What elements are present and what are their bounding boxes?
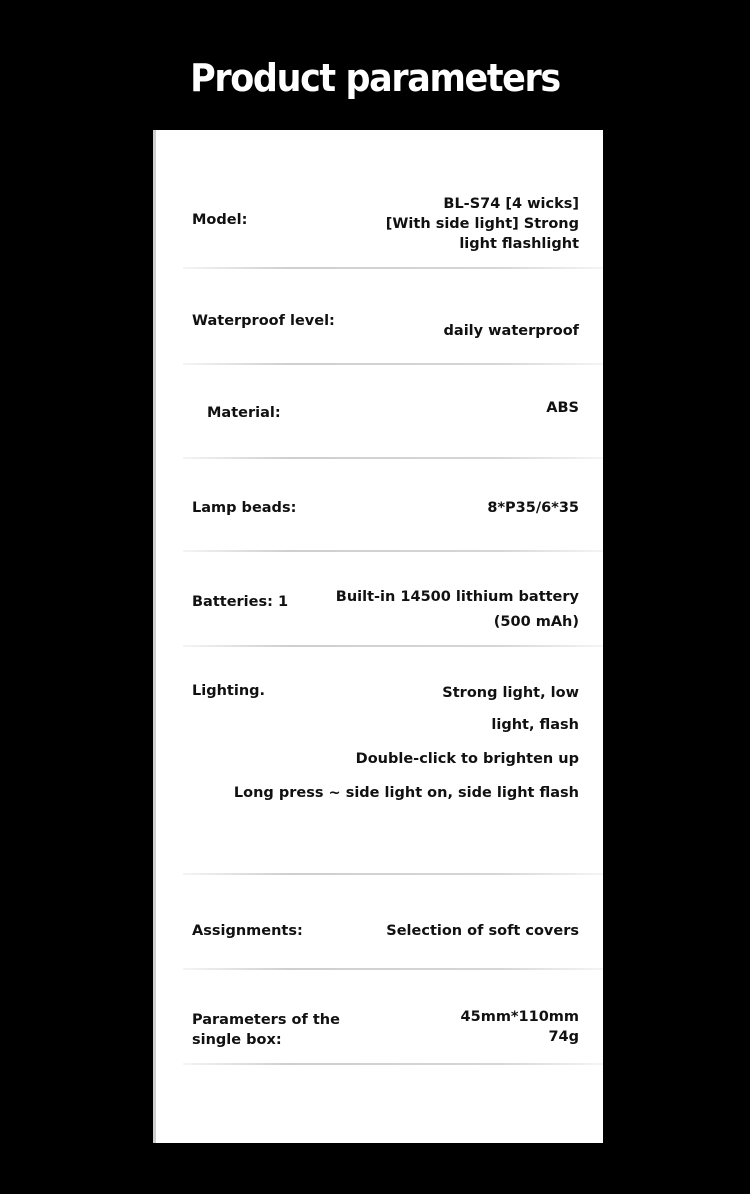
value-line: (500 mAh) — [493, 614, 579, 630]
value-line: [With side light] Strong — [385, 216, 579, 232]
value-line: ABS — [546, 400, 579, 416]
param-value-waterproof — [444, 321, 579, 341]
value-line: 45mm*110mm — [460, 1009, 579, 1025]
value-line: 8*P35/6*35 — [487, 500, 579, 516]
row-divider — [183, 457, 603, 459]
param-label-model: Model: — [192, 212, 248, 228]
param-label-material: Material: — [207, 405, 281, 421]
param-value-model — [386, 194, 579, 254]
parameters-card — [153, 130, 603, 1143]
param-value-material — [546, 398, 579, 418]
value-line: Strong light, low — [442, 685, 579, 701]
row-divider — [183, 363, 603, 365]
param-label-lighting: Lighting. — [192, 683, 266, 699]
param-value-assignments — [386, 921, 579, 941]
row-divider — [183, 873, 603, 875]
param-label-assignments: Assignments: — [192, 923, 303, 939]
value-line: BL-S74 [4 wicks] — [443, 196, 579, 212]
row-divider — [183, 550, 603, 552]
value-line: 74g — [548, 1029, 579, 1045]
param-label-waterproof: Waterproof level: — [192, 313, 335, 329]
label-line: single box: — [192, 1032, 282, 1048]
param-label-single-box — [192, 1010, 340, 1050]
value-line: Built-in 14500 lithium battery — [335, 589, 579, 605]
row-divider — [183, 267, 603, 269]
value-line: Selection of soft covers — [386, 923, 579, 939]
value-line: Long press ~ side light on, side light flash — [233, 785, 579, 801]
value-line: daily waterproof — [443, 323, 579, 339]
label-line: Parameters of the — [192, 1012, 340, 1028]
value-line: light, flash — [491, 717, 579, 733]
row-divider — [183, 968, 603, 970]
param-label-lamp-beads: Lamp beads: — [192, 500, 297, 516]
param-value-lighting — [234, 677, 579, 809]
param-value-lamp-beads — [487, 498, 579, 518]
row-divider — [183, 1063, 603, 1065]
page-title: Product parameters — [190, 56, 560, 100]
param-label-batteries: Batteries: 1 — [192, 594, 289, 610]
value-line: light flashlight — [459, 236, 579, 252]
row-divider — [183, 645, 603, 647]
param-value-batteries — [336, 585, 579, 635]
param-value-single-box — [461, 1007, 579, 1047]
value-line: Double-click to brighten up — [355, 751, 579, 767]
